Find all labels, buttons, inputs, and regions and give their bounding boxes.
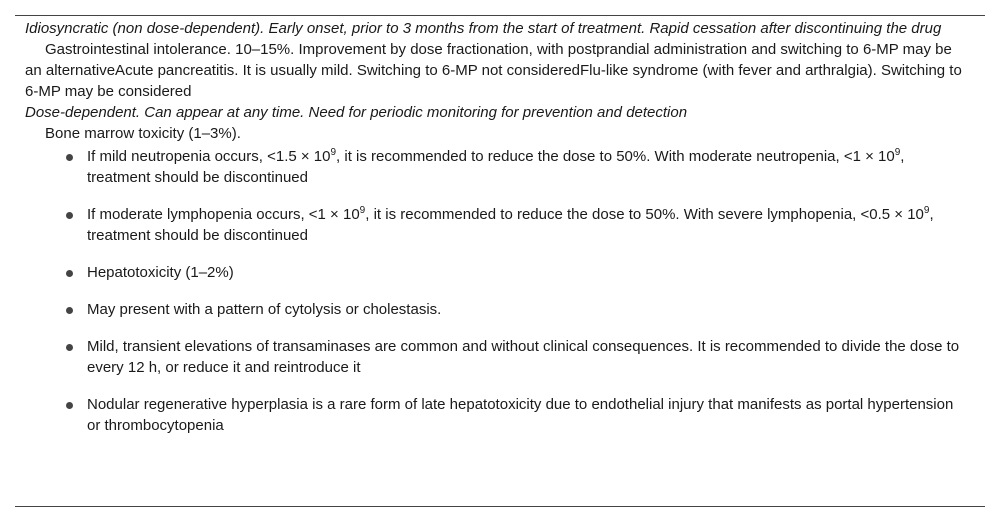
bone-marrow-toxicity: Bone marrow toxicity (1–3%). — [45, 125, 241, 142]
dose-dependent-heading: Dose-dependent. Can appear at any time. Need for periodic monitoring for prevention and detection — [25, 104, 688, 121]
bullet-icon — [66, 344, 73, 351]
bullet-icon — [66, 154, 73, 161]
list-item-lymphopenia: If moderate lymphopenia occurs, $<1 \times 10^9$, it is recommended to reduce the dose to 50%. With severe lymphopenia, $<0.5 \times 10^9$, treatment should be discontinued — [87, 204, 970, 246]
list-item-neutropenia: If mild neutropenia occurs, $<1.5 \times 10^9$, it is recommended to reduce the dose to 50%. With moderate neutropenia, $<1 \times 10^9$, treatment should be discontinued — [87, 146, 970, 188]
list-item-hepatotoxicity: Hepatotoxicity (1–2%) — [87, 262, 970, 283]
list-item-hyperplasia: Nodular regenerative hyperplasia is a rare form of late hepatotoxicity due to endothelial injury that manifests as portal hypertension or thrombocytopenia — [87, 394, 970, 436]
table-content — [25, 18, 970, 452]
bullet-icon — [66, 270, 73, 277]
list-item-pattern: May present with a pattern of cytolysis or cholestasis. — [87, 299, 970, 320]
bullet-icon — [66, 307, 73, 314]
bullet-icon — [66, 212, 73, 219]
bullet-icon — [66, 402, 73, 409]
toxicity-list — [25, 146, 970, 436]
idiosyncratic-description: Gastrointestinal intolerance. 10–15%. Improvement by dose fractionation, with postprandial administration and switching to 6-MP may be an alternativeAcute pancreatitis. It is usually mild. Switching to 6-MP not consideredFlu-like syndrome (with fever and arthralgia). Switching to 6-MP may be considered — [25, 41, 962, 100]
table-frame — [15, 15, 985, 507]
idiosyncratic-heading: Idiosyncratic (non dose-dependent). Early onset, prior to 3 months from the start of treatment. Rapid cessation after discontinuing the drug — [25, 20, 942, 37]
list-item-transaminases: Mild, transient elevations of transaminases are common and without clinical consequences. It is recommended to divide the dose to every 12 h, or reduce it and reintroduce it — [87, 336, 970, 378]
